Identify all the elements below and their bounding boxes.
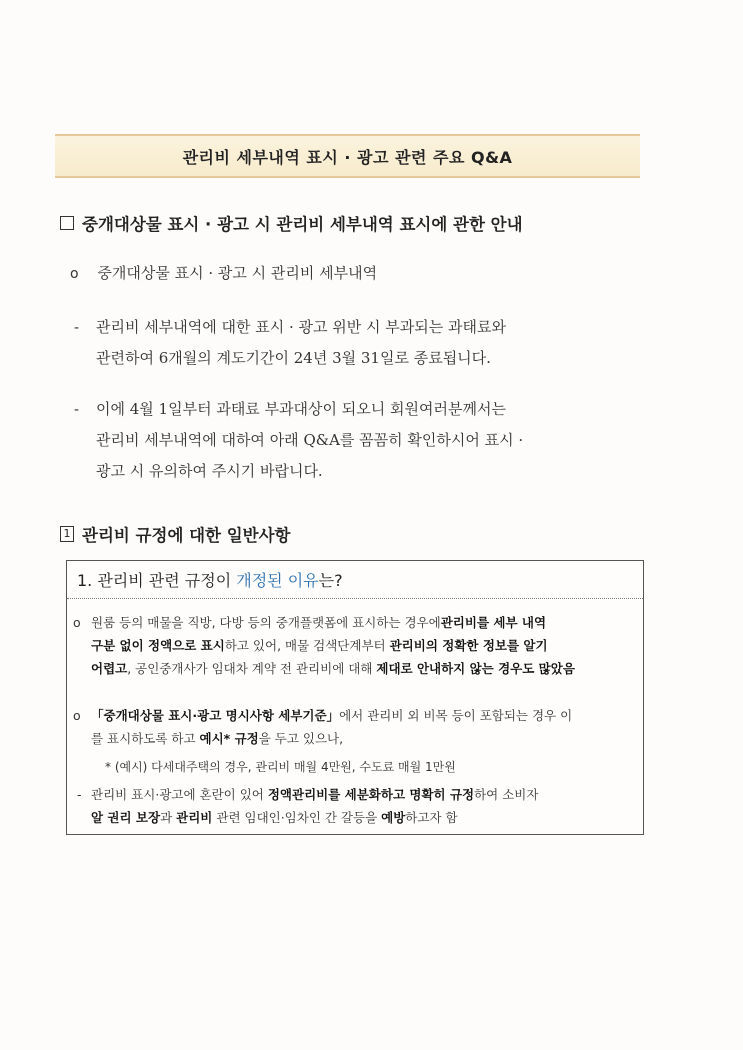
text-span: 관리비 표시·광고에 혼란이 있어: [91, 787, 268, 802]
dash-item-1-line-1: 관리비 세부내역에 대한 표시 · 광고 위반 시 부과되는 과태료와: [96, 318, 506, 336]
text-span: 관련 임대인·임차인 간 갈등을: [212, 810, 382, 825]
bold-span: 예방: [381, 810, 406, 825]
qa-p2-note: [105, 757, 456, 777]
dash-item-2-line-2: 관리비 세부내역에 대하여 아래 Q&A를 꼼꼼히 확인하시어 표시 ·: [96, 431, 524, 449]
qa-p2-line-2: [91, 729, 343, 749]
dash-item-1: [74, 312, 79, 343]
qa-p3-line-1: [91, 785, 538, 805]
qa-answer-bullet-2: [73, 706, 81, 726]
section-heading-1: [60, 211, 523, 235]
text-span: 과: [160, 810, 177, 825]
bold-span: 관리비의 정확한 정보를 알기: [389, 638, 548, 653]
qa-question-highlight: 개정된 이유: [236, 571, 319, 590]
text-span: 하고자 함: [405, 810, 458, 825]
text-span: 를 표시하도록 하고: [91, 731, 200, 746]
section-heading-2: [60, 522, 291, 546]
section-heading-1-text: 중개대상물 표시 · 광고 시 관리비 세부내역 표시에 관한 안내: [82, 215, 523, 234]
text-span: 하고 있어, 매물 검색단계부터: [224, 638, 390, 653]
page-title: 관리비 세부내역 표시 · 광고 관련 주요 Q&A: [182, 147, 513, 167]
bold-span: 관리비를 세부 내역: [440, 615, 547, 630]
square-bullet-icon: [60, 216, 74, 230]
qa-question: [67, 561, 643, 599]
dash-item-2: [74, 394, 79, 425]
qa-p1-line-2: [91, 636, 548, 656]
qa-p1-line-1: [91, 613, 546, 633]
circle-bullet-icon: o: [70, 266, 79, 282]
bold-span: 정액관리비를 세분화하고 명확히 규정: [267, 787, 475, 802]
qa-question-prefix: 1. 관리비 관련 규정이: [77, 571, 237, 590]
dash-item-2-line-1: 이에 4월 1일부터 과태료 부과대상이 되오니 회원여러분께서는: [96, 400, 506, 418]
text-span: 원룸 등의 매물을 직방, 다방 등의 중개플랫폼에 표시하는 경우에: [91, 615, 441, 630]
circle-bullet-icon: o: [73, 708, 81, 723]
text-span: 을 두고 있으나,: [258, 731, 344, 746]
text-span: 에서 관리비 외 비목 등이 포함되는 경우 이: [339, 708, 573, 723]
note-text: * (예시) 다세대주택의 경우, 관리비 매월 4만원, 수도료 매월 1만원: [105, 760, 456, 774]
circle-bullet-text: 중개대상물 표시 · 광고 시 관리비 세부내역: [97, 264, 378, 282]
qa-p2-line-1: [91, 706, 572, 726]
dash-item-2-text: [96, 394, 523, 487]
qa-box: [66, 560, 644, 835]
dash-marker: -: [74, 318, 80, 336]
qa-p1-line-3: [91, 659, 575, 679]
qa-answer-bullet-1: [73, 613, 81, 633]
section-number-box: 1: [60, 526, 74, 542]
bold-span: 어렵고: [91, 661, 128, 676]
text-span: 하여 소비자: [474, 787, 539, 802]
text-span: , 공인중개사가 임대차 계약 전 관리비에 대해: [127, 661, 377, 676]
qa-question-suffix: 는?: [318, 571, 343, 590]
dash-marker: -: [74, 400, 80, 418]
bold-span: 예시* 규정: [199, 731, 259, 746]
dash-item-1-line-2: 관련하여 6개월의 계도기간이 24년 3월 31일로 종료됩니다.: [96, 349, 491, 367]
bold-span: 구분 없이 정액으로 표시: [91, 638, 225, 653]
section-heading-2-text: 관리비 규정에 대한 일반사항: [82, 526, 291, 545]
dash-marker: -: [77, 787, 82, 802]
bold-span: 「중개대상물 표시·광고 명시사항 세부기준」: [91, 708, 340, 723]
bold-span: 알 권리 보장: [91, 810, 161, 825]
bold-span: 제대로 안내하지 않는 경우도 많았음: [376, 661, 575, 676]
dash-item-1-text: [96, 312, 506, 374]
circle-bullet-icon: o: [73, 615, 81, 630]
qa-p3-line-2: [91, 808, 458, 828]
title-banner: [55, 134, 640, 178]
qa-answer-dash: [77, 785, 82, 805]
bold-span: 관리비: [176, 810, 213, 825]
circle-bullet-item: [70, 258, 377, 290]
dash-item-2-line-3: 광고 시 유의하여 주시기 바랍니다.: [96, 462, 323, 480]
